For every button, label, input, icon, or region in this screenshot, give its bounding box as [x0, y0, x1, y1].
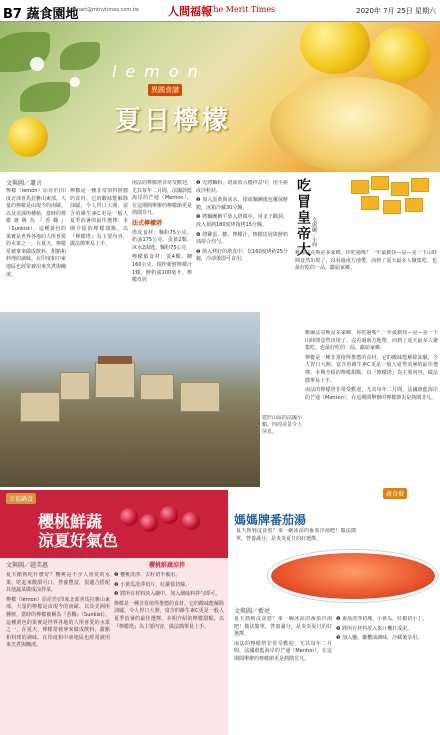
paragraph: 夏天熱到沒食慾？來一碗冰涼的番茄冷湯吧！做法簡單，營養滿分，是炎炎夏日的好選擇。	[236, 528, 356, 542]
house-shape	[140, 374, 174, 400]
step-item: ❷ 將所有材料放入果汁機打成泥。	[336, 625, 413, 632]
photo-credit: 小可福	[232, 475, 248, 481]
lemon-word: lemon	[112, 62, 207, 81]
house-shape	[20, 392, 60, 422]
house-shape	[95, 362, 135, 398]
page-header	[0, 0, 440, 22]
newspaper-logo-en: The Merit Times	[208, 5, 276, 14]
food-cube	[383, 200, 401, 214]
paragraph: 檸檬（lemon）原産於(印度北部喜馬拉雅山東部，大量的檸檬是由現今的南歐、以及美洲所種植，當時的檸檬被稱為『香櫞』（Sunkist）。這種黃色的果實是世界各地的人所喜愛的水果之一，在夏天，檸檬常被拿來做成飲料、甜點和料理的調味。在印度和中東地區也經常被用來烹煮與醃漬。	[6, 188, 66, 278]
section-title: B7 蔬食園地	[3, 7, 79, 22]
paragraph: 雅爾法克斯是多家鄉，你吃過嗎？一年最勤快—是—是一下山時間竟然出現了，沒看過南方地帶，而到了夏天最多人聚集吃，也最好吃的一品，獻給家鄉。	[295, 250, 437, 272]
article-column-3	[132, 180, 192, 310]
cherry-fruit	[160, 506, 178, 524]
cherry-byline: 文與圖／趙美惠	[6, 562, 49, 569]
cherry-text	[6, 572, 110, 732]
lemon-blossom	[30, 57, 44, 71]
gazpacho-byline: 文與圖／藍亮	[234, 608, 271, 615]
gazpacho-intro	[236, 528, 356, 550]
sidebar-continued	[305, 330, 438, 480]
main-byline: 文與圖／蕭言	[6, 180, 43, 187]
food-cube	[361, 196, 379, 210]
hero-photo	[0, 22, 440, 172]
sidebar-title: 吃冒皇帝大	[295, 178, 311, 258]
email-text: mtnart@mtnvtimes.com.tw	[70, 7, 139, 13]
gazpacho-steps	[336, 616, 438, 732]
lemon-fruit	[370, 27, 430, 82]
step-item: ❶ 櫻桃洗淨、去籽切半備用。	[114, 572, 181, 578]
paragraph: 夏天熱到沒食慾？來一碗冰涼的番茄冷湯吧！做法簡單，營養滿分，是炎炎夏日的好選擇。	[234, 616, 332, 638]
food-cube	[405, 198, 423, 212]
issue-date: 2020年 7月 25日 星期六	[356, 7, 436, 15]
village-photo	[0, 312, 260, 487]
cherry-fruit	[120, 508, 138, 526]
recipe-title: 法式檸檬塔	[132, 219, 163, 227]
paragraph: 雅爾法克斯是多家鄉，你吃過嗎？一年最勤快—是—是一下山時間竟然出現了，沒看過南方地帶，而到了夏天最多人聚集吃，也最好吃的一品，獻給家鄉。	[305, 330, 438, 352]
cherry-recipe-title: 櫻桃鮮蔬涼拌	[148, 562, 185, 569]
paragraph: 檸檬是一種非常值得推薦的食材。它的酸味能解除油膩，令人胃口大開，富含的維生素C更是一般人夏季消暑的最佳選擇。本期介紹的檸檬甜點，以『檸檬塔』為主要內容，做法簡單易上手。	[114, 600, 224, 630]
lemon-tart	[270, 77, 435, 172]
paragraph: 檸檬是一種非常值得推薦的食材。它的酸味能解除油膩，令人胃口大開，富含的維生素C更是一般人夏季消暑的最佳選擇。本期介紹的檸檬甜點，以『檸檬塔』為主要內容，做法簡單易上手。	[305, 354, 438, 384]
food-cube	[411, 178, 429, 192]
sidebar-text	[295, 250, 437, 318]
article-column-2	[70, 188, 128, 308]
gazpacho-headline: 媽媽牌番茄湯	[234, 513, 307, 527]
step-item: ❷ 小黃瓜洗淨切片，紅蘿蔔切絲。	[114, 581, 191, 588]
step-item: ❶ 先將麵粉、奶油放入攪拌盆中，用手搓成沙粒狀。	[196, 180, 288, 194]
step-item: ❶ 番茄洗淨切塊，小黃瓜、紅椒切小丁。	[336, 616, 428, 622]
main-headline: 夏日檸檬	[115, 106, 232, 136]
ingredients-text: 塔皮食材：麵粉75公克、奶油175公克、蛋黃2顆、冰水2湯匙、麵粉75公克	[132, 229, 192, 251]
cherry-fruit	[182, 512, 200, 530]
paragraph: 南法的檸檬塔非常受歡迎，尤其每年二月間，法國蔚藍海岸的芒通（Menton），在這期間舉辦的檸檬節更是熱鬧非凡。	[234, 640, 332, 662]
step-item: ❸ 加入鹽、橄欖油調味，冷藏後享用。	[336, 635, 423, 642]
paragraph: 南法的檸檬塔非常受歡迎，尤其每年二月間，法國蔚藍海岸的芒通（Menton），在這期間舉辦的檸檬節更是熱鬧非凡。	[132, 180, 192, 217]
sidebar-box	[291, 172, 440, 322]
paragraph: 檸檬（lemon）原産於(印度北部喜馬拉雅山東部，大量的檸檬是由現今的南歐、以及美洲所種植，當時的檸檬被稱為『香櫞』（Sunkist）。這種黃色的果實是世界各地的人所喜愛的水果之一，在夏天，檸檬常被拿來做成飲料、甜點和料理的調味。在印度和中東地區也經常被用來烹煮與醃漬。	[6, 596, 110, 649]
paragraph: 南法的檸檬塔非常受歡迎，尤其每年二月間，法國蔚藍海岸的芒通（Menton），在這期間舉辦的檸檬節更是熱鬧非凡。	[305, 387, 438, 401]
lemon-fruit	[8, 117, 48, 157]
soup-bowl	[268, 550, 438, 602]
category-tag: 異國食譜	[148, 84, 182, 96]
house-shape	[60, 372, 90, 400]
village-caption: 建於山區的法國小鎮，四周美景令人屏息。	[262, 415, 302, 435]
cherry-fruit	[140, 514, 158, 532]
cherry-tag: 幸福鍋食	[6, 493, 36, 504]
step-item: ❸ 將所有材料放入碗中，加入調味料拌勻即可。	[114, 591, 221, 598]
step-item: ❷ 加入蛋黃與冰水，揉成麵團後包覆保鮮膜，冰箱冷藏30分鐘。	[196, 197, 288, 211]
steps-column	[196, 180, 288, 315]
paragraph: 夏天酷熱吃什麼好？櫻桃是不少人喜愛的水果，吃起來酸甜可口，營養豐富，很適合搭配其他蔬菜做成涼拌菜。	[6, 572, 110, 594]
gazpacho-tag: 蔬食餐	[383, 488, 407, 499]
step-item: ❺ 倒入烤好的塔皮中，以160度烤約25分鐘，冷卻後即可食用。	[196, 248, 288, 263]
food-cube	[391, 182, 409, 196]
leaf-shape	[20, 82, 70, 112]
lemon-blossom	[70, 77, 80, 87]
food-cube	[351, 180, 369, 194]
cherry-steps	[114, 572, 224, 732]
food-cube	[371, 176, 389, 190]
lemon-fruit	[300, 22, 370, 74]
gazpacho-text	[234, 616, 332, 732]
step-item: ❹ 將雞蛋、糖、檸檬汁、檸檬皮屑與鮮奶油混合均勻。	[196, 231, 288, 246]
leaf-shape	[60, 42, 100, 70]
sidebar-byline: 文與圖／小何	[311, 217, 317, 247]
step-item: ❸ 將麵團擀平放入塔模中，用叉子戳洞，放入預熱180度烤箱烤15分鐘。	[196, 214, 288, 228]
newspaper-logo: 人間福報	[168, 5, 212, 18]
article-column-1	[6, 188, 66, 308]
paragraph: 檸檬是一種非常值得推薦的食材。它的酸味能解除油膩，令人胃口大開，富含的維生素C更是一般人夏季消暑的最佳選擇。本期介紹的檸檬甜點，以『檸檬塔』為主要內容，做法簡單易上手。	[70, 188, 128, 248]
house-shape	[180, 382, 220, 412]
roof-shape	[98, 356, 132, 364]
cherry-headline: 櫻桃鮮蔬 涼夏好氣色	[38, 512, 119, 550]
filling-text: 檸檬餡食材：蛋4顆、糖160公克、現榨新鮮檸檬汁1顆、鮮奶油100毫升、檸檬皮屑	[132, 254, 192, 284]
